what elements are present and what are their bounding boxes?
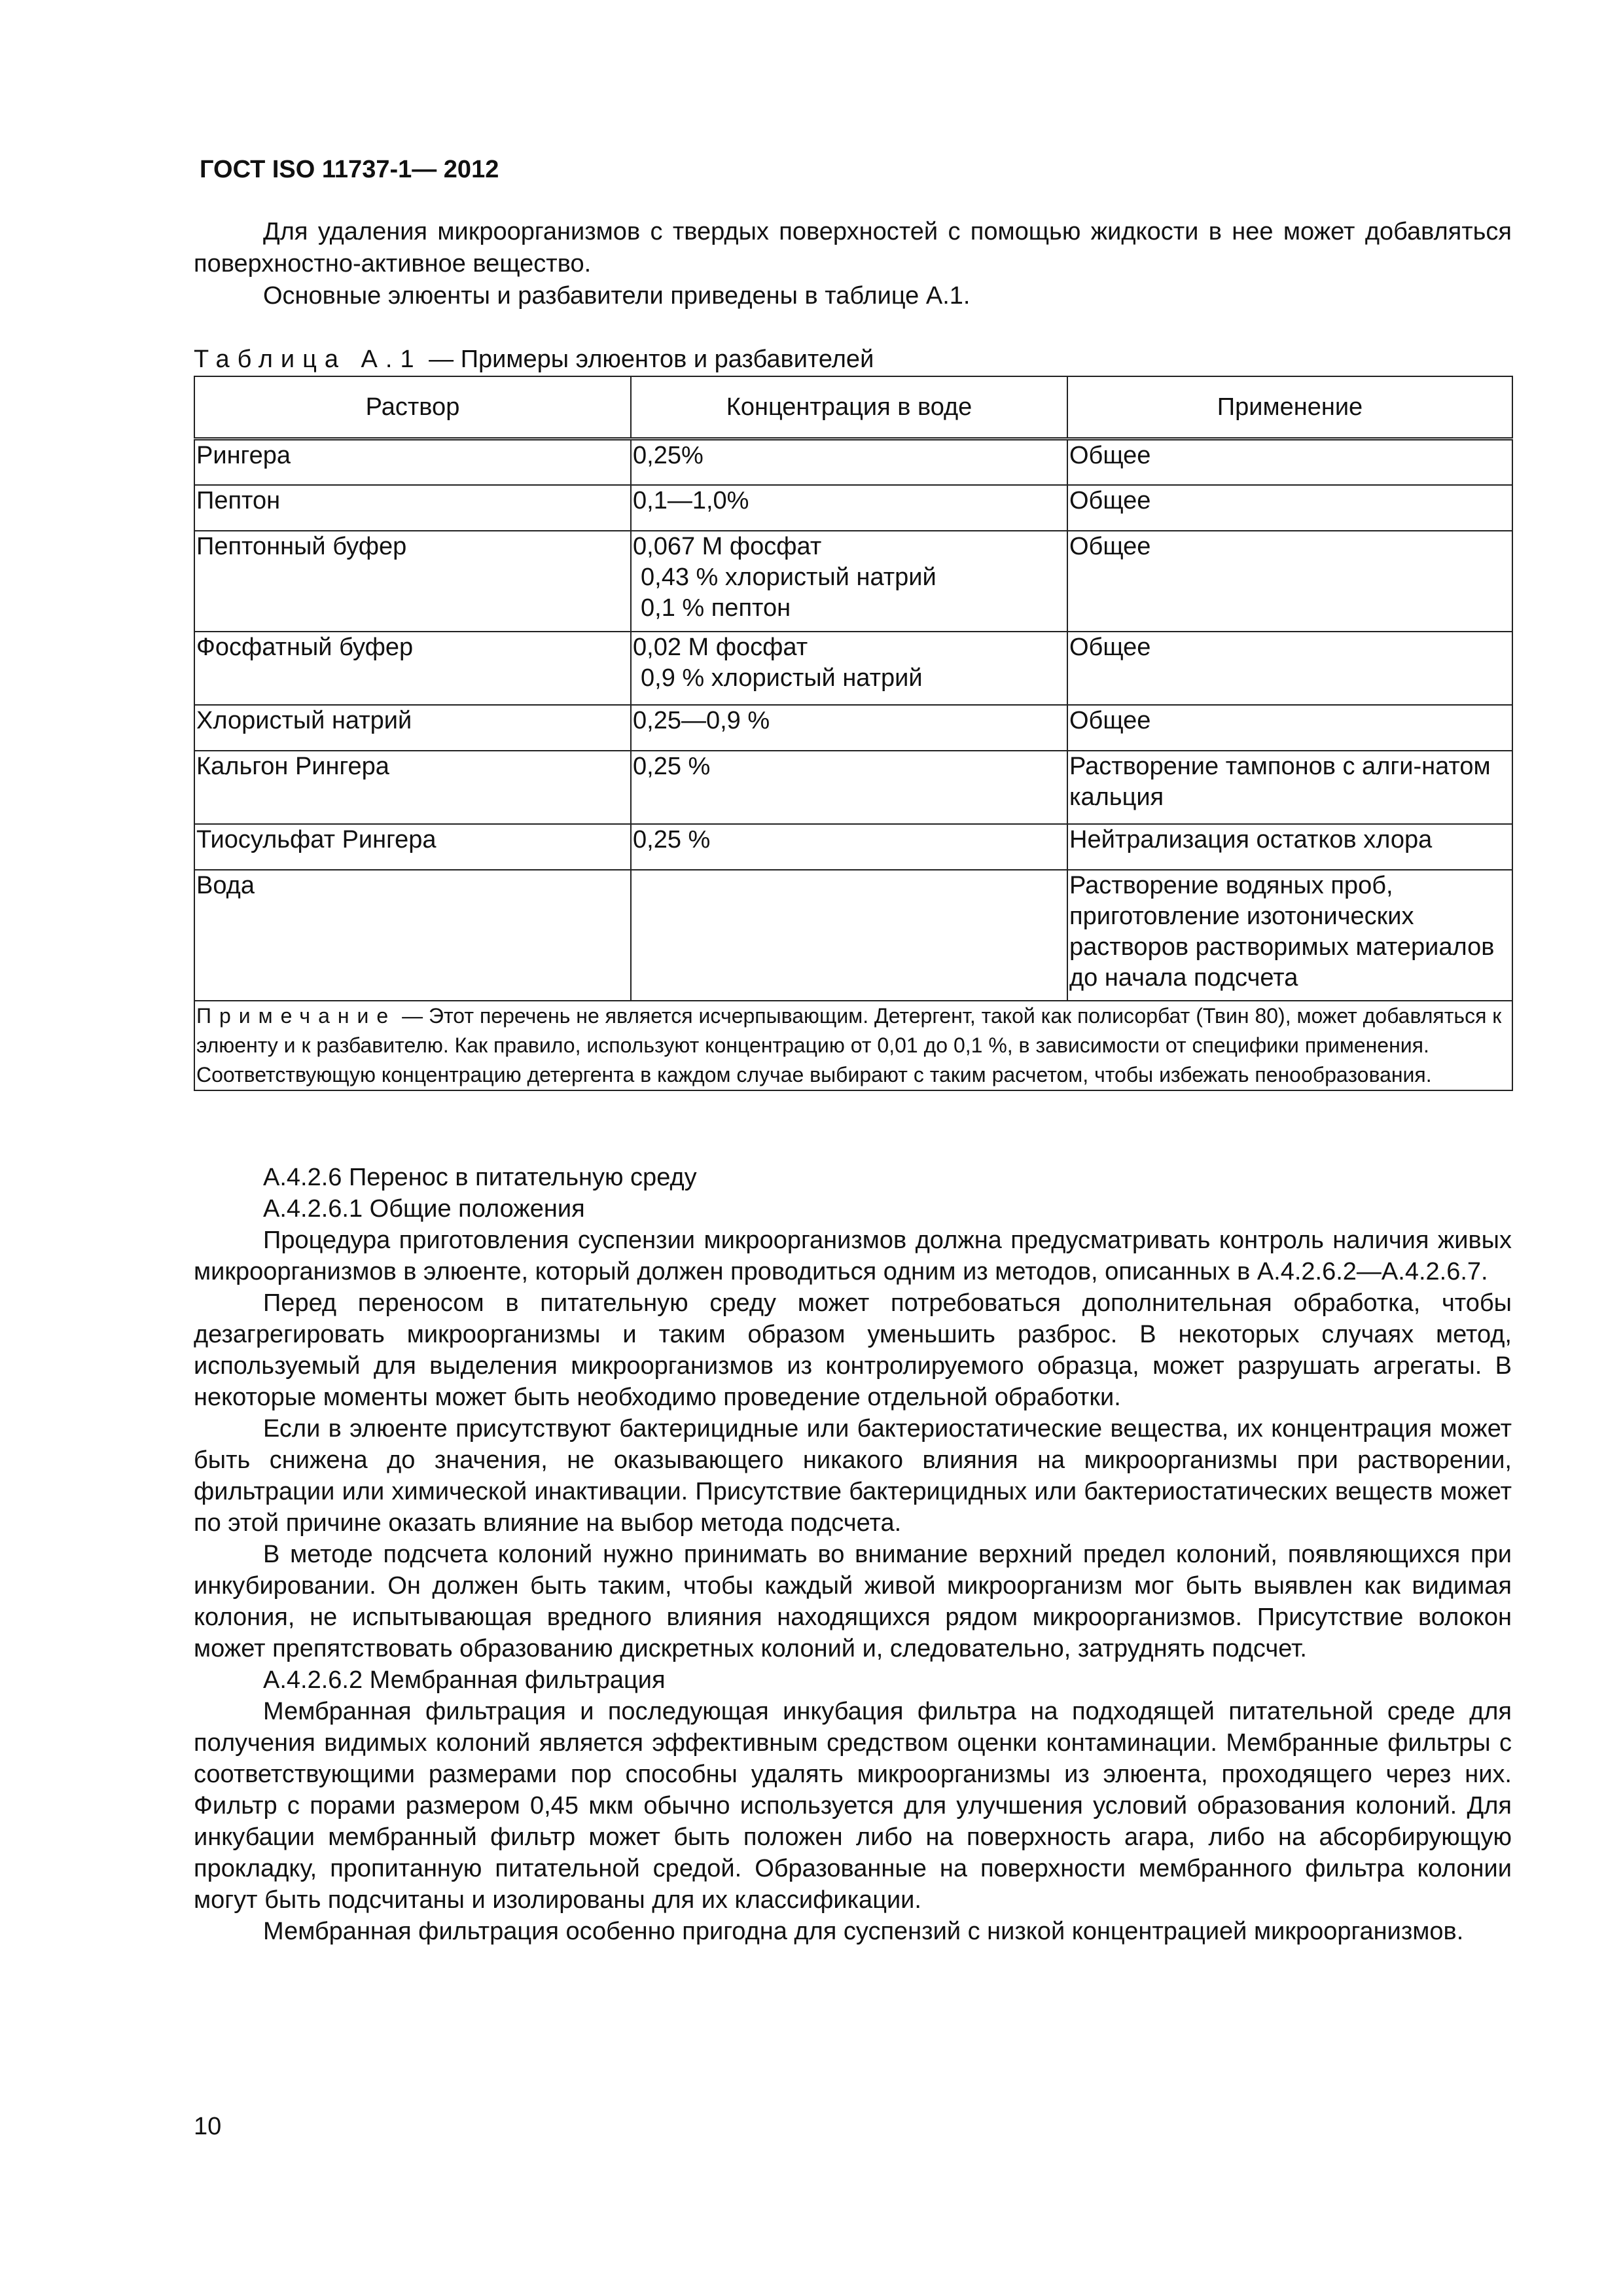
- section-heading: А.4.2.6.1 Общие положения: [263, 1195, 585, 1223]
- body-section: [194, 1162, 1512, 1947]
- page-number: 10: [194, 2113, 222, 2140]
- concentration-cell: [631, 824, 1067, 870]
- use-cell: Общее: [1067, 485, 1512, 531]
- paragraph: Для удаления микроорганизмов с твердых поверхностей с помощью жидкости в нее может добавляться поверхностно-активное вещество.: [194, 218, 1512, 278]
- use-cell: Общее: [1067, 632, 1512, 705]
- column-header: Применение: [1067, 376, 1512, 439]
- paragraph: Перед переносом в питательную среду может потребоваться дополнительная обработка, чтобы дезагрегировать микроорганизмы и таким образом уменьшить разброс. В некоторых случаях метод, используемый для выделения микроорганизмов из контролируемого образца, может разрушать агрегаты. В некоторые моменты может быть необходимо проведение отдельной обработки.: [194, 1289, 1512, 1411]
- concentration-line: 0,43 % хлористый натрий: [641, 563, 936, 591]
- column-header: Концентрация в воде: [631, 376, 1067, 439]
- solution-cell: Рингера: [194, 439, 631, 485]
- paragraph: Основные элюенты и разбавители приведены в таблице А.1.: [263, 282, 971, 310]
- solution-cell: Пептонный буфер: [194, 531, 631, 632]
- table-row: [194, 824, 1512, 870]
- solution-cell: Кальгон Рингера: [194, 751, 631, 824]
- concentration-line: 0,02 М фосфат: [633, 633, 808, 661]
- paragraph: Мембранная фильтрация и последующая инкубация фильтра на подходящей питательной среде для получения видимых колоний является эффективным средством оценки контаминации. Мембранные фильтры с соответствующими размерами пор способны удалять микроорганизмы из элюента, проходящего через них. Фильтр с порами размером 0,45 мкм обычно используется для улучшения условий образования колоний. Для инкубации мембранный фильтр может быть положен либо на поверхность агара, либо на абсорбирующую прокладку, пропитанную питательной средой. Образованные на поверхности мембранного фильтра колонии могут быть подсчитаны и изолированы для их классификации.: [194, 1698, 1512, 1914]
- concentration-cell: [631, 485, 1067, 531]
- table-caption: [194, 344, 874, 376]
- table-row: [194, 632, 1512, 705]
- paragraph: В методе подсчета колоний нужно принимать во внимание верхний предел колоний, появляющихся при инкубировании. Он должен быть таким, чтобы каждый живой микроорганизм мог быть выявлен как видимая колония, не испытывающая вредного влияния находящихся рядом микроорганизмов. Присутствие волокон может препятствовать образованию дискретных колоний и, следовательно, затруднять подсчет.: [194, 1541, 1512, 1662]
- table-header-row: [194, 376, 1512, 439]
- solution-cell: Тиосульфат Рингера: [194, 824, 631, 870]
- use-cell: Нейтрализация остатков хлора: [1067, 824, 1512, 870]
- table-note: [194, 1001, 1512, 1090]
- concentration-cell: [631, 439, 1067, 485]
- use-cell: Общее: [1067, 439, 1512, 485]
- section-heading: А.4.2.6.2 Мембранная фильтрация: [263, 1666, 666, 1694]
- note-text: — Этот перечень не является исчерпывающим. Детергент, такой как полисорбат (Твин 80), может добавляться к элюенту и к разбавителю. Как правило, используют концентрацию от 0,01 до 0,1 %, в зависимости от специфики применения. Соответствующую концентрацию детергента в каждом случае выбирают с таким расчетом, чтобы избежать пенообразования.: [196, 1003, 1502, 1086]
- solution-cell: Пептон: [194, 485, 631, 531]
- table-row: [194, 439, 1512, 485]
- table-row: [194, 870, 1512, 1001]
- use-cell: Растворение водяных проб, приготовление изотонических растворов растворимых материалов до начала подсчета: [1067, 870, 1512, 1001]
- solution-cell: Фосфатный буфер: [194, 632, 631, 705]
- table-caption-label: Таблица А.1: [194, 346, 422, 373]
- paragraph: Если в элюенте присутствуют бактерицидные или бактериостатические вещества, их концентрация может быть снижена до значения, не оказывающего никакого влияния на микроорганизмы при растворении, фильтрации или химической инактивации. Присутствие бактерицидных или бактериостатических веществ может по этой причине оказать влияние на выбор метода подсчета.: [194, 1415, 1512, 1537]
- concentration-line: 0,1—1,0%: [633, 486, 749, 514]
- concentration-line: 0,25—0,9 %: [633, 706, 770, 734]
- concentration-line: 0,1 % пептон: [641, 594, 791, 622]
- table-caption-title: — Примеры элюентов и разбавителей: [429, 346, 874, 373]
- table-row: [194, 751, 1512, 824]
- intro-section: [194, 216, 1512, 312]
- paragraph: Процедура приготовления суспензии микроорганизмов должна предусматривать контроль наличия живых микроорганизмов в элюенте, который должен проводиться одним из методов, описанных в А.4.2.6.2—А.4.2.6.7.: [194, 1227, 1512, 1285]
- concentration-line: 0,25 %: [633, 752, 711, 780]
- concentration-cell: [631, 751, 1067, 824]
- concentration-cell: [631, 632, 1067, 705]
- concentration-line: 0,25 %: [633, 825, 711, 853]
- paragraph: Мембранная фильтрация особенно пригодна для суспензий с низкой концентрацией микроорганизмов.: [263, 1918, 1464, 1945]
- concentration-cell: [631, 531, 1067, 632]
- solution-cell: Вода: [194, 870, 631, 1001]
- document-code: ГОСТ ISO 11737-1— 2012: [200, 156, 499, 183]
- table-row: [194, 705, 1512, 751]
- concentration-line: 0,25%: [633, 442, 704, 469]
- table-row: [194, 485, 1512, 531]
- concentration-cell: [631, 870, 1067, 1001]
- use-cell: Растворение тампонов с алги-натом кальция: [1067, 751, 1512, 824]
- eluents-table: [194, 376, 1513, 1091]
- table-note-row: [194, 1001, 1512, 1090]
- solution-cell: Хлористый натрий: [194, 705, 631, 751]
- use-cell: Общее: [1067, 531, 1512, 632]
- note-label: Примечание: [196, 1003, 397, 1028]
- concentration-line: 0,067 М фосфат: [633, 532, 822, 560]
- column-header: Раствор: [194, 376, 631, 439]
- use-cell: Общее: [1067, 705, 1512, 751]
- concentration-line: 0,9 % хлористый натрий: [641, 664, 923, 692]
- section-heading: А.4.2.6 Перенос в питательную среду: [263, 1164, 697, 1191]
- concentration-cell: [631, 705, 1067, 751]
- table-row: [194, 531, 1512, 632]
